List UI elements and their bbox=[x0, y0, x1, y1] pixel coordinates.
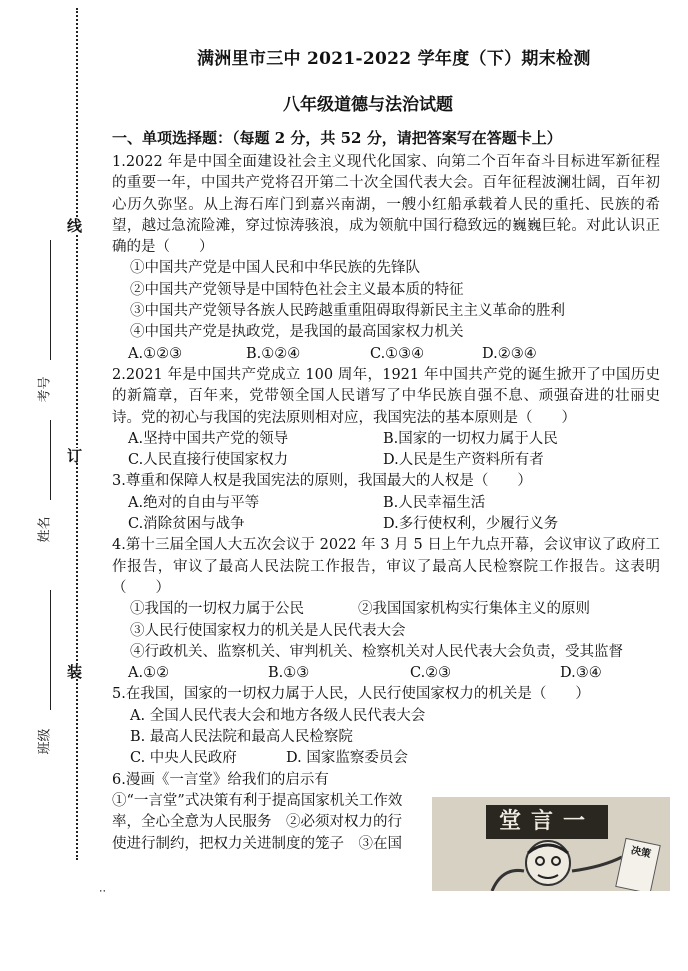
cartoon-stamp: 决策 bbox=[615, 838, 661, 891]
question-3-choice-d: D.多行使权利，少履行义务 bbox=[383, 516, 559, 533]
section-heading: 一、单项选择题：（每题 2 分，共 52 分，请把答案写在答题卡上） bbox=[112, 129, 562, 147]
question-5-choice-a: A. 全国人民代表大会和地方各级人民代表大会 bbox=[130, 707, 426, 724]
question-6 bbox=[112, 770, 430, 855]
question-3-choices-row-2 bbox=[112, 514, 660, 535]
question-5 bbox=[112, 684, 660, 769]
question-4-statement-1: ①我国的一切权力属于公民 bbox=[130, 601, 304, 618]
binding-mark-xian: 线 bbox=[65, 218, 83, 233]
question-3-stem: 3.尊重和保障人权是我国宪法的原则，我国最大的人权是（ ） bbox=[112, 473, 532, 490]
question-4-choice-d: D.③④ bbox=[560, 665, 602, 682]
question-6-line-3: 使进行制约，把权力关进制度的笼子 ③在国 bbox=[112, 835, 402, 852]
question-1-choice-c: C.①③④ bbox=[370, 345, 425, 362]
question-6-line-2: 率，全心全意为人民服务 ②必须对权力的行 bbox=[112, 814, 402, 831]
question-3-choice-b: B.人民幸福生活 bbox=[383, 494, 486, 511]
question-1-choice-d: D.②③④ bbox=[482, 345, 537, 362]
blank-xingming bbox=[50, 420, 52, 500]
label-kaohao: 考号 bbox=[37, 376, 53, 403]
cartoon-image bbox=[432, 797, 670, 891]
label-banji: 班级 bbox=[37, 728, 53, 755]
cartoon-sign: 堂言一 bbox=[486, 805, 608, 839]
question-4-statement-2: ②我国国家机构实行集体主义的原则 bbox=[358, 601, 590, 618]
question-3 bbox=[112, 471, 660, 535]
question-4-choices bbox=[112, 663, 660, 684]
question-5-choice-b: B. 最高人民法院和最高人民检察院 bbox=[130, 729, 353, 746]
question-2-choice-a: A.坚持中国共产党的领导 bbox=[128, 430, 289, 447]
question-1 bbox=[112, 152, 660, 365]
question-2-choices-row-2 bbox=[112, 450, 660, 471]
question-2-choices-row-1 bbox=[112, 429, 660, 450]
blank-banji bbox=[50, 590, 52, 710]
question-6-line-1: ①“一言堂”式决策有利于提高国家机关工作效 bbox=[112, 792, 403, 809]
binding-mark-ding: 订 bbox=[65, 448, 83, 463]
question-2-stem: 2.2021 年是中国共产党成立 100 周年，1921 年中国共产党的诞生掀开了中国历史的新篇章，百年来，党带领全国人民谱写了中华民族自强不息、顽强奋进的壮丽史诗。党的初心与我国的宪法原则相对应，我国宪法的基本原则是（ ） bbox=[112, 366, 660, 426]
binding-dots: : bbox=[97, 889, 110, 893]
question-4 bbox=[112, 535, 660, 684]
exam-subtitle: 八年级道德与法治试题 bbox=[283, 95, 453, 115]
question-2-choice-c: C.人民直接行使国家权力 bbox=[128, 452, 289, 469]
blank-kaohao bbox=[50, 240, 52, 360]
question-1-statement-4: ④中国共产党是执政党，是我国的最高国家权力机关 bbox=[130, 324, 464, 341]
question-5-choice-d: D. 国家监察委员会 bbox=[286, 750, 408, 767]
question-list bbox=[112, 152, 660, 855]
question-2-choice-b: B.国家的一切权力属于人民 bbox=[383, 430, 558, 447]
question-2 bbox=[112, 365, 660, 471]
question-4-statement-4: ④行政机关、监察机关、审判机关、检察机关对人民代表大会负责，受其监督 bbox=[130, 643, 623, 660]
question-1-choice-a: A.①②③ bbox=[128, 345, 183, 362]
question-3-choice-c: C.消除贫困与战争 bbox=[128, 516, 245, 533]
question-5-stem: 5.在我国，国家的一切权力属于人民，人民行使国家权力的机关是（ ） bbox=[112, 686, 590, 703]
binding-mark-zhuang: 装 bbox=[65, 664, 83, 679]
question-1-stem: 1.2022 年是中国全面建设社会主义现代化国家、向第二个百年奋斗目标进军新征程的重要一年，中国共产党将召开第二十次全国代表大会。百年征程波澜壮阔，百年初心历久弥坚。从上海石库门到嘉兴南湖，一艘小红船承载着人民的重托、民族的希望，越过急流险滩，穿过惊涛骇浪，成为领航中国行稳致远的巍巍巨轮。对此认识正确的是（ ） bbox=[112, 154, 660, 256]
question-3-choices-row-1 bbox=[112, 493, 660, 514]
question-1-statement-3: ③中国共产党领导各族人民跨越重重阻碍取得新民主主义革命的胜利 bbox=[130, 303, 565, 320]
question-5-choices-row bbox=[112, 748, 660, 769]
question-1-choice-b: B.①②④ bbox=[246, 345, 301, 362]
question-4-choice-c: C.②③ bbox=[410, 665, 452, 682]
exam-title: 满洲里市三中 2021-2022 学年度（下）期末检测 bbox=[197, 49, 591, 69]
binding-dotted-line bbox=[76, 8, 78, 860]
question-4-stem: 4.第十三届全国人大五次会议于 2022 年 3 月 5 日上午九点开幕，会议审议了政府工作报告，审议了最高人民法院工作报告，审议了最高人民检察院工作报告。这表明（ ） bbox=[112, 537, 660, 596]
question-4-statement-3: ③人民行使国家权力的机关是人民代表大会 bbox=[130, 622, 406, 639]
question-4-statements-row-1 bbox=[112, 599, 660, 620]
label-xingming: 姓名 bbox=[37, 516, 53, 543]
question-6-stem: 6.漫画《一言堂》给我们的启示有 bbox=[112, 771, 329, 788]
question-4-choice-b: B.①③ bbox=[268, 665, 310, 682]
question-5-choice-c: C. 中央人民政府 bbox=[130, 750, 237, 767]
question-1-choices bbox=[112, 344, 660, 365]
question-1-statement-1: ①中国共产党是中国人民和中华民族的先锋队 bbox=[130, 260, 420, 277]
question-2-choice-d: D.人民是生产资料所有者 bbox=[383, 452, 544, 469]
question-4-choice-a: A.①② bbox=[128, 665, 170, 682]
question-1-statement-2: ②中国共产党领导是中国特色社会主义最本质的特征 bbox=[130, 281, 464, 298]
question-3-choice-a: A.绝对的自由与平等 bbox=[128, 494, 260, 511]
